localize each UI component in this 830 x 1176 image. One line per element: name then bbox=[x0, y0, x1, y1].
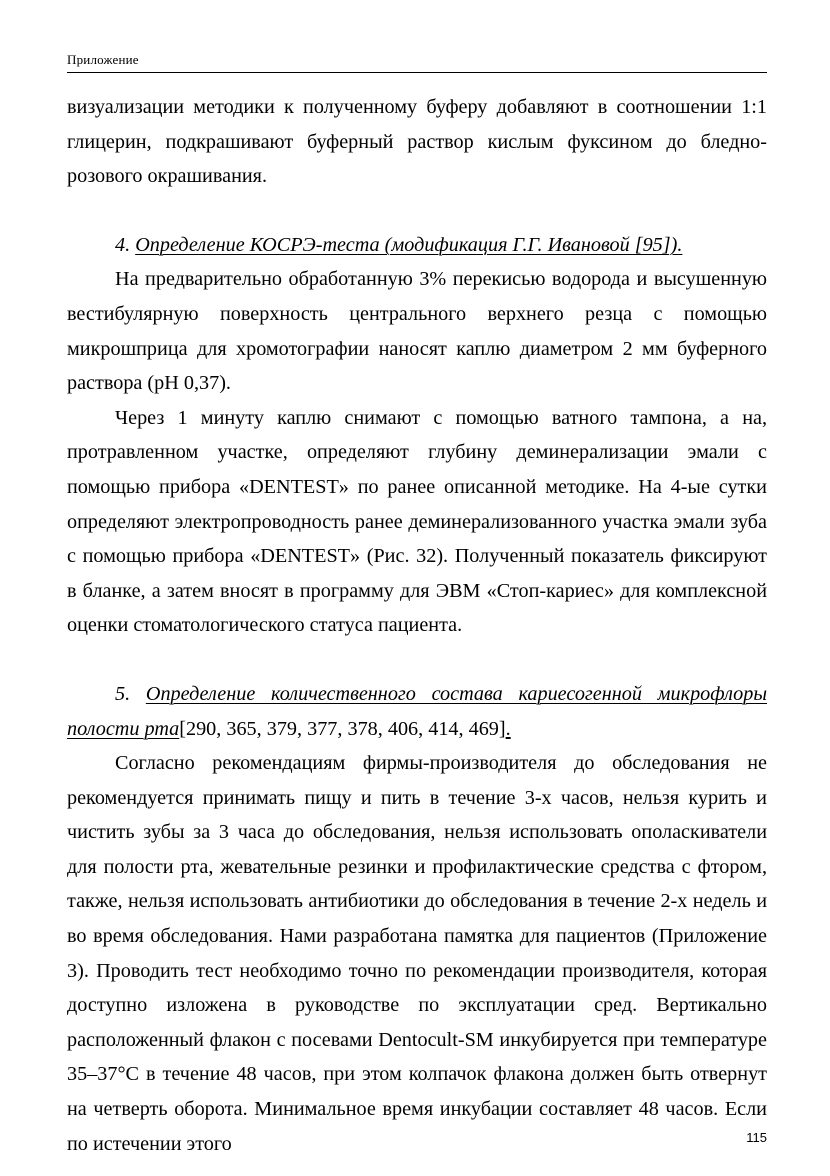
running-title: Приложение bbox=[67, 52, 139, 67]
section-5-period: . bbox=[505, 717, 511, 740]
section-4-heading bbox=[67, 228, 767, 263]
section-5-references: [290, 365, 379, 377, 378, 406, 414, 469] bbox=[179, 717, 506, 740]
section-4-title: Определение КОСРЭ-теста (модификация Г.Г. Ивановой [95]). bbox=[135, 233, 683, 256]
section-4-paragraph-1: На предварительно обработанную 3% перекисью водорода и высушенную вестибулярную поверхность центрального верхнего резца с помощью микрошприца для хромотографии наносят каплю диаметром 2 мм буферного раствора (pH 0,37). bbox=[67, 268, 767, 395]
section-5-title: Определение количественного состава кариесогенной микрофлоры полости рта bbox=[67, 682, 768, 740]
header-rule bbox=[67, 72, 767, 73]
section-4-paragraph-2: Через 1 минуту каплю снимают с помощью ватного тампона, а на, протравленном участке, определяют глубину деминерализации эмали с помощью прибора «DENTEST» по ранее описанной методике. На 4-ые сутки определяют электропроводность ранее деминерализованного участка эмали зуба с помощью прибора «DENTEST» (Рис. 32). Полученный показатель фиксируют в бланке, а затем вносят в программу для ЭВМ «Стоп-кариес» для комплексной оценки стоматологического статуса пациента. bbox=[67, 406, 767, 637]
continuation-paragraph: визуализации методики к полученному буферу добавляют в соотношении 1:1 глицерин, подкрашивают буферный раствор кислым фуксином до бледно-розового окрашивания. bbox=[67, 96, 767, 188]
section-4-number: 4. bbox=[115, 233, 131, 256]
page-body bbox=[67, 90, 767, 1161]
section-5-number: 5. bbox=[115, 682, 131, 705]
section-5-paragraph-1: Согласно рекомендациям фирмы-производителя до обследования не рекомендуется принимать пищу и пить в течение 3-х часов, нельзя курить и чистить зубы за 3 часа до обследования, нельзя использовать ополаскиватели для полости рта, жевательные резинки и профилактические средства с фтором, также, нельзя использовать антибиотики до обследования в течение 2-х недель и во время обследования. Нами разработана памятка для пациентов (Приложение 3). Проводить тест необходимо точно по рекомендации производителя, которая доступно изложена в руководстве по эксплуатации сред. Вертикально расположенный флакон с посевами Dentocult-SM инкубируется при температуре 35–37°С в течение 48 часов, при этом колпачок флакона должен быть отвернут на четверть оборота. Минимальное время инкубации составляет 48 часов. Если по истечении этого bbox=[67, 752, 767, 1155]
page-number: 115 bbox=[746, 1130, 767, 1145]
section-5-heading bbox=[67, 677, 767, 746]
